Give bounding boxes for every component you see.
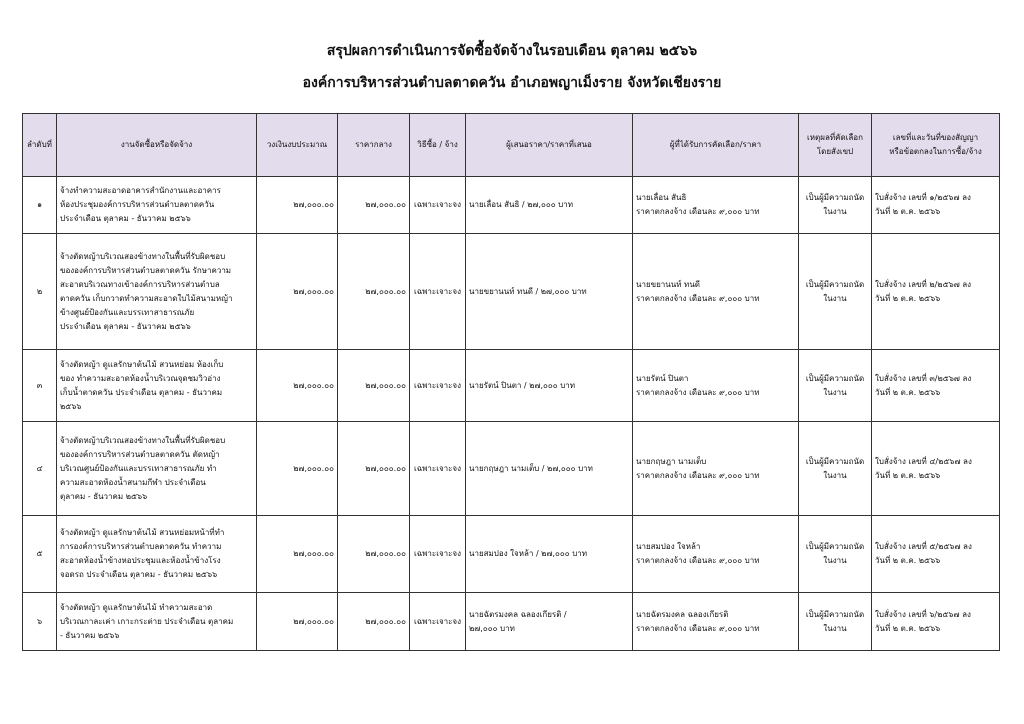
header-text: เหตุผลที่คัดเลือก (807, 133, 863, 142)
cell-text: ๑ (36, 200, 43, 209)
table-row (23, 350, 1000, 422)
cell-text: ประจำเดือน ตุลาคม - ธันวาคม ๒๕๖๖ (60, 321, 191, 331)
cell-no (23, 516, 57, 593)
cell-text: ๒๗,๐๐๐.๐๐ (365, 463, 406, 473)
cell-text: ในงาน (823, 623, 847, 633)
cell-budget (257, 422, 338, 516)
cell-text: ราคาตกลงจ้าง เดือนละ ๙,๐๐๐ บาท (636, 470, 760, 480)
cell-text: ในงาน (823, 470, 847, 480)
cell-text: นายสมปอง ใจหล้า / ๒๗,๐๐๐ บาท (469, 549, 588, 558)
cell-bidder (466, 234, 633, 350)
cell-text: ประจำเดือน ตุลาคม - ธันวาคม ๒๕๖๖ (60, 214, 191, 223)
header-text: ผู้เสนอราคา/ราคาที่เสนอ (506, 140, 592, 149)
header-col-selected (633, 114, 799, 177)
cell-text: เป็นผู้มีความถนัด (805, 373, 865, 383)
header-col-contract (872, 114, 1000, 177)
cell-reason (799, 234, 872, 350)
cell-text: ใบสั่งจ้าง เลขที่ ๑/๒๕๖๗ ลง (875, 193, 971, 202)
cell-text: นายรัตน์ ปินตา / ๒๗,๐๐๐ บาท (469, 380, 576, 390)
cell-text: เป็นผู้มีความถนัด (805, 542, 865, 551)
cell-text: นายขยานนท์ ทนดี (636, 279, 700, 289)
cell-method (410, 422, 466, 516)
header-col-no (23, 114, 57, 177)
cell-text: จ้างตัดหญ้า ดูแลรักษาต้นไม้ สวนหย่อม ห้องเก็บ (60, 359, 224, 369)
header-text: งานจัดซื้อหรือจัดจ้าง (120, 140, 193, 149)
cell-no (23, 177, 57, 234)
cell-text: ของ ทำความสะอาดห้องน้ำบริเวณจุดชมวิวอ่าง (60, 373, 221, 383)
cell-selected (633, 593, 799, 651)
cell-text: ๕ (36, 549, 43, 558)
cell-text: นายเลื่อน สันธิ / ๒๗,๐๐๐ บาท (469, 200, 573, 209)
cell-bidder (466, 516, 633, 593)
cell-text: เฉพาะเจาะจง (413, 616, 462, 626)
cell-bidder (466, 350, 633, 422)
header-col-budget (257, 114, 338, 177)
cell-text: - ธันวาคม ๒๕๖๖ (60, 630, 120, 640)
cell-text: เก็บน้ำตาดควัน ประจำเดือน ตุลาคม - ธันวาคม (60, 387, 223, 397)
cell-text: ข้างศูนย์ป้องกันและบรรเทาสาธารณภัย (60, 307, 195, 317)
cell-method (410, 234, 466, 350)
cell-text: ๒๕๖๖ (60, 401, 82, 411)
cell-contract (872, 234, 1000, 350)
cell-text: ใบสั่งจ้าง เลขที่ ๕/๒๕๖๗ ลง (875, 542, 972, 551)
cell-task (57, 422, 257, 516)
cell-budget (257, 593, 338, 651)
cell-text: ๒๗,๐๐๐.๐๐ (293, 549, 334, 558)
cell-text: นายสมปอง ใจหล้า (636, 542, 701, 551)
cell-selected (633, 516, 799, 593)
cell-text: ๖ (36, 616, 43, 626)
cell-text: ราคาตกลงจ้าง เดือนละ ๙,๐๐๐ บาท (636, 556, 760, 565)
cell-contract (872, 516, 1000, 593)
cell-text: นายเลื่อน สันธิ (636, 193, 687, 202)
cell-no (23, 234, 57, 350)
cell-text: เป็นผู้มีความถนัด (805, 456, 865, 466)
cell-text: ราคาตกลงจ้าง เดือนละ ๙,๐๐๐ บาท (636, 207, 760, 216)
cell-median-price (338, 516, 410, 593)
cell-text: ๒๗,๐๐๐.๐๐ (365, 200, 406, 209)
cell-task (57, 516, 257, 593)
cell-text: นายกฤษฎา นามเต็บ / ๒๗,๐๐๐ บาท (469, 463, 593, 473)
cell-contract (872, 422, 1000, 516)
cell-text: นายกฤษฎา นามเต็บ (636, 456, 707, 466)
cell-text: สะอาดห้องน้ำข้างหอประชุมและห้องน้ำข้างโรง (60, 556, 221, 565)
cell-median-price (338, 422, 410, 516)
cell-text: จ้างทำความสะอาดอาคารสำนักงานและอาคาร (60, 186, 221, 195)
header-text: วิธีซื้อ / จ้าง (417, 140, 458, 149)
cell-reason (799, 177, 872, 234)
cell-text: วันที่ ๒ ต.ค. ๒๕๖๖ (875, 207, 941, 216)
cell-text: ๓ (36, 380, 43, 390)
header-col-reason (799, 114, 872, 177)
cell-budget (257, 234, 338, 350)
header-text: ราคากลาง (355, 140, 392, 149)
cell-reason (799, 593, 872, 651)
cell-text: วันที่ ๒ ต.ค. ๒๕๖๖ (875, 293, 941, 303)
cell-task (57, 177, 257, 234)
cell-text: ๒๗,๐๐๐.๐๐ (293, 286, 334, 296)
header-text: ลำดับที่ (27, 140, 52, 149)
cell-text: ตาดควัน เก็บกวาดทำความสะอาดใบไม้สนามหญ้า (60, 293, 233, 303)
cell-text: เฉพาะเจาะจง (413, 286, 462, 296)
cell-text: วันที่ ๒ ต.ค. ๒๕๖๖ (875, 556, 941, 565)
header-col-method (410, 114, 466, 177)
cell-text: ในงาน (823, 556, 847, 565)
cell-task (57, 593, 257, 651)
cell-text: ในงาน (823, 207, 847, 216)
cell-text: ราคาตกลงจ้าง เดือนละ ๙,๐๐๐ บาท (636, 293, 760, 303)
cell-method (410, 593, 466, 651)
cell-text: ขององค์การบริหารส่วนตำบลตาดควัน ตัดหญ้า (60, 449, 220, 459)
cell-text: บริเวณศูนย์ป้องกันและบรรเทาสาธารณภัย ทำ (60, 463, 217, 473)
table-body (23, 177, 1000, 651)
cell-reason (799, 350, 872, 422)
cell-text: จ้างตัดหญ้าบริเวณสองข้างทางในพื้นที่รับผิดชอบ (60, 251, 226, 261)
cell-method (410, 516, 466, 593)
header-text: หรือข้อตกลงในการซื้อ/จ้าง (889, 147, 982, 156)
header-col-median-price (338, 114, 410, 177)
procurement-table (22, 113, 1000, 651)
cell-median-price (338, 350, 410, 422)
cell-text: จ้างตัดหญ้า ดูแลรักษาต้นไม้ สวนหย่อมหน้าที่ทำ (60, 528, 225, 537)
cell-text: ๒๗,๐๐๐.๐๐ (293, 463, 334, 473)
cell-text: เป็นผู้มีความถนัด (805, 279, 865, 289)
table-row (23, 422, 1000, 516)
cell-contract (872, 350, 1000, 422)
cell-bidder (466, 422, 633, 516)
cell-text: ห้องประชุมองค์การบริหารส่วนตำบลตาดควัน (60, 200, 215, 209)
table-header-row (23, 114, 1000, 177)
cell-text: ราคาตกลงจ้าง เดือนละ ๙,๐๐๐ บาท (636, 387, 760, 397)
cell-text: ๒๗,๐๐๐.๐๐ (365, 549, 406, 558)
cell-text: ๒๗,๐๐๐.๐๐ (293, 616, 334, 626)
cell-text: เป็นผู้มีความถนัด (805, 193, 865, 202)
cell-text: ใบสั่งจ้าง เลขที่ ๔/๒๕๖๗ ลง (875, 456, 972, 466)
cell-text: ตุลาคม - ธันวาคม ๒๕๖๖ (60, 491, 148, 501)
cell-text: เฉพาะเจาะจง (413, 380, 462, 390)
cell-text: สะอาดบริเวณทางเข้าองค์การบริหารส่วนตำบล (60, 279, 220, 289)
cell-no (23, 422, 57, 516)
cell-median-price (338, 593, 410, 651)
table-row (23, 593, 1000, 651)
cell-text: ๒ (36, 286, 43, 296)
cell-selected (633, 422, 799, 516)
cell-reason (799, 516, 872, 593)
cell-text: ในงาน (823, 387, 847, 397)
cell-no (23, 350, 57, 422)
cell-selected (633, 234, 799, 350)
cell-selected (633, 177, 799, 234)
cell-method (410, 177, 466, 234)
cell-text: ความสะอาดห้องน้ำสนามกีฬา ประจำเดือน (60, 477, 206, 487)
cell-text: ใบสั่งจ้าง เลขที่ ๓/๒๕๖๗ ลง (875, 373, 972, 383)
header-col-task (57, 114, 257, 177)
cell-text: ๔ (36, 463, 43, 473)
header-col-bidder (466, 114, 633, 177)
cell-text: เฉพาะเจาะจง (413, 549, 462, 558)
document-subtitle: องค์การบริหารส่วนตำบลตาดควัน อำเภอพญาเม็งราย จังหวัดเชียงราย (302, 75, 722, 91)
cell-reason (799, 422, 872, 516)
cell-budget (257, 350, 338, 422)
header-text: วงเงินงบประมาณ (266, 140, 328, 149)
cell-text: ๒๗,๐๐๐ บาท (469, 623, 515, 633)
cell-median-price (338, 234, 410, 350)
cell-bidder (466, 177, 633, 234)
cell-text: ๒๗,๐๐๐.๐๐ (365, 616, 406, 626)
cell-text: นายฉัตรมงคล ฉลองเกียรติ / (469, 609, 567, 619)
cell-task (57, 350, 257, 422)
table-row (23, 516, 1000, 593)
cell-text: ใบสั่งจ้าง เลขที่ ๒/๒๕๖๗ ลง (875, 279, 972, 289)
cell-text: ๒๗,๐๐๐.๐๐ (293, 200, 334, 209)
header-text: โดยสังเขป (816, 147, 854, 156)
cell-text: จ้างตัดหญ้าบริเวณสองข้างทางในพื้นที่รับผิดชอบ (60, 435, 226, 445)
cell-text: วันที่ ๒ ต.ค. ๒๕๖๖ (875, 470, 941, 480)
cell-median-price (338, 177, 410, 234)
cell-text: การองค์การบริหารส่วนตำบลตาดควัน ทำความ (60, 542, 222, 551)
cell-text: ๒๗,๐๐๐.๐๐ (365, 286, 406, 296)
table-row (23, 234, 1000, 350)
cell-text: จ้างตัดหญ้า ดูแลรักษาต้นไม้ ทำความสะอาด (60, 602, 213, 612)
cell-text: เป็นผู้มีความถนัด (805, 609, 865, 619)
table-row (23, 177, 1000, 234)
document-title: สรุปผลการดำเนินการจัดซื้อจัดจ้างในรอบเดือน ตุลาคม ๒๕๖๖ (326, 43, 698, 59)
cell-text: เฉพาะเจาะจง (413, 200, 462, 209)
cell-contract (872, 593, 1000, 651)
cell-method (410, 350, 466, 422)
cell-text: ขององค์การบริหารส่วนตำบลตาดควัน รักษาความ (60, 265, 232, 275)
header-text: เลขที่และวันที่ของสัญญา (892, 133, 979, 142)
cell-text: ราคาตกลงจ้าง เดือนละ ๙,๐๐๐ บาท (636, 623, 760, 633)
cell-contract (872, 177, 1000, 234)
cell-selected (633, 350, 799, 422)
cell-text: ๒๗,๐๐๐.๐๐ (293, 380, 334, 390)
cell-text: ๒๗,๐๐๐.๐๐ (365, 380, 406, 390)
cell-text: ในงาน (823, 293, 847, 303)
cell-text: นายรัตน์ ปินตา (636, 373, 689, 383)
cell-text: วันที่ ๒ ต.ค. ๒๕๖๖ (875, 387, 941, 397)
cell-task (57, 234, 257, 350)
cell-text: นายฉัตรมงคล ฉลองเกียรติ (636, 609, 729, 619)
cell-bidder (466, 593, 633, 651)
header-text: ผู้ที่ได้รับการคัดเลือก/ราคา (669, 140, 762, 149)
cell-text: นายขยานนท์ ทนดี / ๒๗,๐๐๐ บาท (469, 286, 587, 296)
cell-text: เฉพาะเจาะจง (413, 463, 462, 473)
cell-text: จอดรถ ประจำเดือน ตุลาคม - ธันวาคม ๒๕๖๖ (60, 570, 218, 579)
cell-text: บริเวณกาละเค่า เกาะกระต่าย ประจำเดือน ตุลาคม (60, 616, 234, 626)
cell-budget (257, 516, 338, 593)
cell-text: ใบสั่งจ้าง เลขที่ ๖/๒๕๖๗ ลง (875, 609, 971, 619)
cell-text: วันที่ ๒ ต.ค. ๒๕๖๖ (875, 623, 941, 633)
document-header (0, 40, 1024, 94)
cell-budget (257, 177, 338, 234)
cell-no (23, 593, 57, 651)
